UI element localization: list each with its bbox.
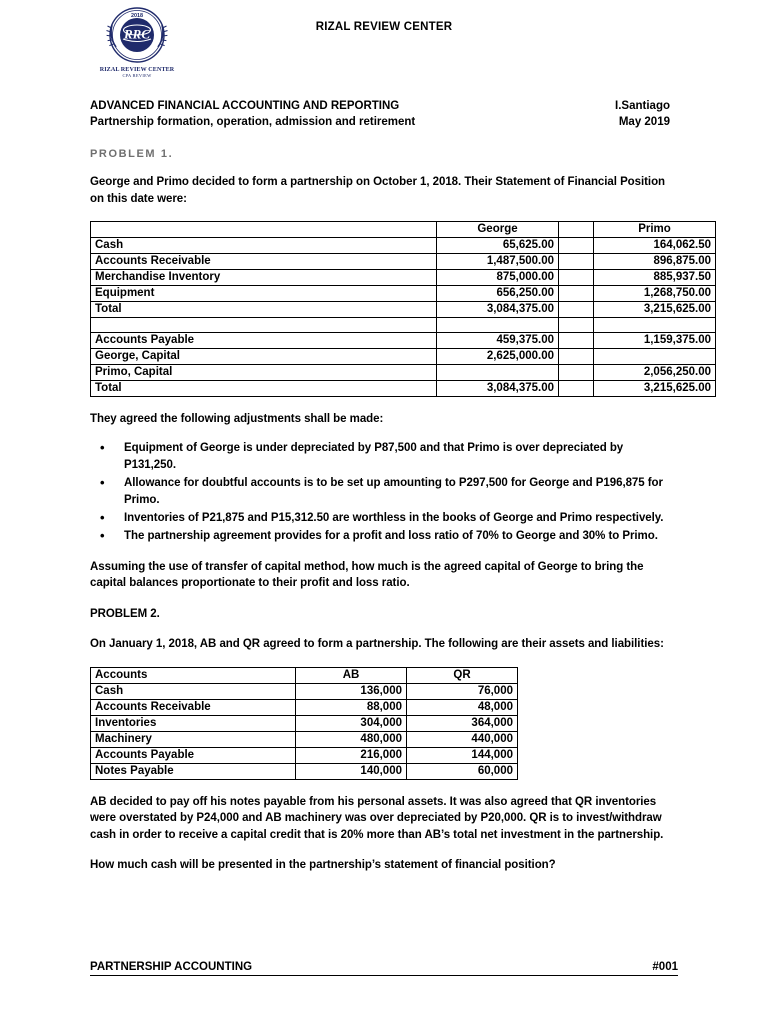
- table-gap-cell: [559, 381, 594, 397]
- row-value-george: 656,250.00: [437, 286, 559, 302]
- row-value-george: 1,487,500.00: [437, 254, 559, 270]
- row-value-primo: [594, 318, 716, 333]
- row-label: Accounts Payable: [91, 333, 437, 349]
- page-footer: [90, 961, 678, 976]
- row-label: George, Capital: [91, 349, 437, 365]
- row-value-george: [437, 318, 559, 333]
- row-value-qr: 440,000: [407, 731, 518, 747]
- row-value-primo: [594, 349, 716, 365]
- table-row: [91, 238, 716, 254]
- row-label: Equipment: [91, 286, 437, 302]
- problem-1-intro: George and Primo decided to form a partnership on October 1, 2018. Their Statement of Financial Position on this date were:: [90, 176, 666, 205]
- instructor-name: I.Santiago: [615, 100, 670, 112]
- table-row: [91, 349, 716, 365]
- table-gap-cell: [559, 349, 594, 365]
- table-gap-cell: [559, 333, 594, 349]
- row-label: [91, 318, 437, 333]
- row-label: Inventories: [91, 715, 296, 731]
- row-value-primo: 3,215,625.00: [594, 381, 716, 397]
- svg-text:RIZAL REVIEW CENTER: RIZAL REVIEW CENTER: [99, 67, 175, 73]
- table-row: [91, 683, 518, 699]
- problem-1-heading: PROBLEM 1.: [90, 148, 174, 160]
- problem-2-question: How much cash will be presented in the partnership’s statement of financial position?: [90, 859, 556, 871]
- table-row: [91, 286, 716, 302]
- table-gap-cell: [559, 238, 594, 254]
- row-value-ab: 136,000: [296, 683, 407, 699]
- row-value-ab: 304,000: [296, 715, 407, 731]
- row-value-george: [437, 365, 559, 381]
- problem-1-question: Assuming the use of transfer of capital method, how much is the agreed capital of George to bring the capital balances proportionate to their profit and loss ratio.: [90, 560, 644, 589]
- list-item: • The partnership agreement provides for a profit and loss ratio of 70% to George and 30% to Primo.: [90, 528, 678, 545]
- row-value-george: 875,000.00: [437, 270, 559, 286]
- table-gap-cell: [559, 318, 594, 333]
- page-title: RIZAL REVIEW CENTER: [315, 21, 453, 33]
- row-label: Accounts Payable: [91, 747, 296, 763]
- row-value-ab: 140,000: [296, 763, 407, 779]
- list-item: • Inventories of P21,875 and P15,312.50 are worthless in the books of George and Primo respectively.: [90, 510, 678, 527]
- svg-text:2018: 2018: [131, 13, 143, 20]
- table-spacer-row: [91, 318, 716, 333]
- problem-2-table: [90, 667, 518, 780]
- footer-page-number: #001: [652, 961, 678, 973]
- svg-text:CPA REVIEW: CPA REVIEW: [122, 73, 152, 78]
- table-row: [91, 763, 518, 779]
- adjustments-intro: They agreed the following adjustments shall be made:: [90, 413, 384, 425]
- row-value-qr: 48,000: [407, 699, 518, 715]
- table-header-row: [91, 222, 716, 238]
- row-value-george: 3,084,375.00: [437, 302, 559, 318]
- row-label: Accounts Receivable: [91, 699, 296, 715]
- row-value-george: 459,375.00: [437, 333, 559, 349]
- problem-2-heading: PROBLEM 2.: [90, 607, 160, 620]
- table-row: [91, 715, 518, 731]
- row-label: Notes Payable: [91, 763, 296, 779]
- adjustments-list: [90, 440, 678, 545]
- footer-subject: PARTNERSHIP ACCOUNTING: [90, 961, 253, 973]
- table-header-cell-qr: QR: [407, 667, 518, 683]
- table-header-row: [91, 667, 518, 683]
- table-header-cell-george: George: [437, 222, 559, 238]
- table-gap-cell: [559, 286, 594, 302]
- course-header: [90, 98, 678, 130]
- row-value-ab: 216,000: [296, 747, 407, 763]
- row-value-george: 65,625.00: [437, 238, 559, 254]
- row-label: Total: [91, 381, 437, 397]
- footer-divider: [90, 975, 678, 976]
- row-value-qr: 144,000: [407, 747, 518, 763]
- table-row: [91, 365, 716, 381]
- problem-2-intro: On January 1, 2018, AB and QR agreed to form a partnership. The following are their assets and liabilities:: [90, 638, 664, 650]
- table-gap-cell: [559, 302, 594, 318]
- row-value-george: 2,625,000.00: [437, 349, 559, 365]
- document-masthead: [90, 0, 678, 78]
- problem-1-table: [90, 221, 716, 397]
- row-label: Machinery: [91, 731, 296, 747]
- row-label: Accounts Receivable: [91, 254, 437, 270]
- table-header-cell-primo: Primo: [594, 222, 716, 238]
- table-gap-cell: [559, 254, 594, 270]
- table-header-cell-blank: [91, 222, 437, 238]
- row-label: Cash: [91, 683, 296, 699]
- svg-text:RRC: RRC: [123, 26, 151, 42]
- row-value-qr: 364,000: [407, 715, 518, 731]
- table-row: [91, 333, 716, 349]
- table-row: [91, 302, 716, 318]
- row-value-ab: 88,000: [296, 699, 407, 715]
- table-header-cell-ab: AB: [296, 667, 407, 683]
- table-header-cell-accounts: Accounts: [91, 667, 296, 683]
- table-row: [91, 731, 518, 747]
- table-row: [91, 270, 716, 286]
- row-value-primo: 885,937.50: [594, 270, 716, 286]
- course-title: ADVANCED FINANCIAL ACCOUNTING AND REPORTING: [90, 100, 400, 112]
- exam-date: May 2019: [618, 116, 670, 128]
- rizal-review-center-logo-icon: [98, 5, 176, 83]
- row-value-primo: 1,159,375.00: [594, 333, 716, 349]
- row-value-george: 3,084,375.00: [437, 381, 559, 397]
- row-value-qr: 76,000: [407, 683, 518, 699]
- row-label: Merchandise Inventory: [91, 270, 437, 286]
- course-subtitle: Partnership formation, operation, admission and retirement: [90, 116, 416, 128]
- row-value-primo: 164,062.50: [594, 238, 716, 254]
- row-value-ab: 480,000: [296, 731, 407, 747]
- row-value-primo: 3,215,625.00: [594, 302, 716, 318]
- problem-2-body: AB decided to pay off his notes payable from his personal assets. It was also agreed that QR inventories were overstated by P24,000 and AB machinery was over depreciated by P20,000. QR is to invest/withdraw cash in order to receive a capital credit that is 20% more than AB’s total net investment in the partnership.: [90, 795, 664, 841]
- row-value-primo: 2,056,250.00: [594, 365, 716, 381]
- row-value-qr: 60,000: [407, 763, 518, 779]
- row-label: Total: [91, 302, 437, 318]
- table-gap-cell: [559, 365, 594, 381]
- table-row: [91, 254, 716, 270]
- table-row: [91, 699, 518, 715]
- table-gap-cell: [559, 222, 594, 238]
- list-item: • Allowance for doubtful accounts is to be set up amounting to P297,500 for George and P196,875 for Primo.: [90, 475, 678, 509]
- row-value-primo: 896,875.00: [594, 254, 716, 270]
- list-item: • Equipment of George is under depreciated by P87,500 and that Primo is over depreciated by P131,250.: [90, 440, 678, 474]
- row-value-primo: 1,268,750.00: [594, 286, 716, 302]
- table-gap-cell: [559, 270, 594, 286]
- table-row: [91, 747, 518, 763]
- table-row: [91, 381, 716, 397]
- row-label: Cash: [91, 238, 437, 254]
- row-label: Primo, Capital: [91, 365, 437, 381]
